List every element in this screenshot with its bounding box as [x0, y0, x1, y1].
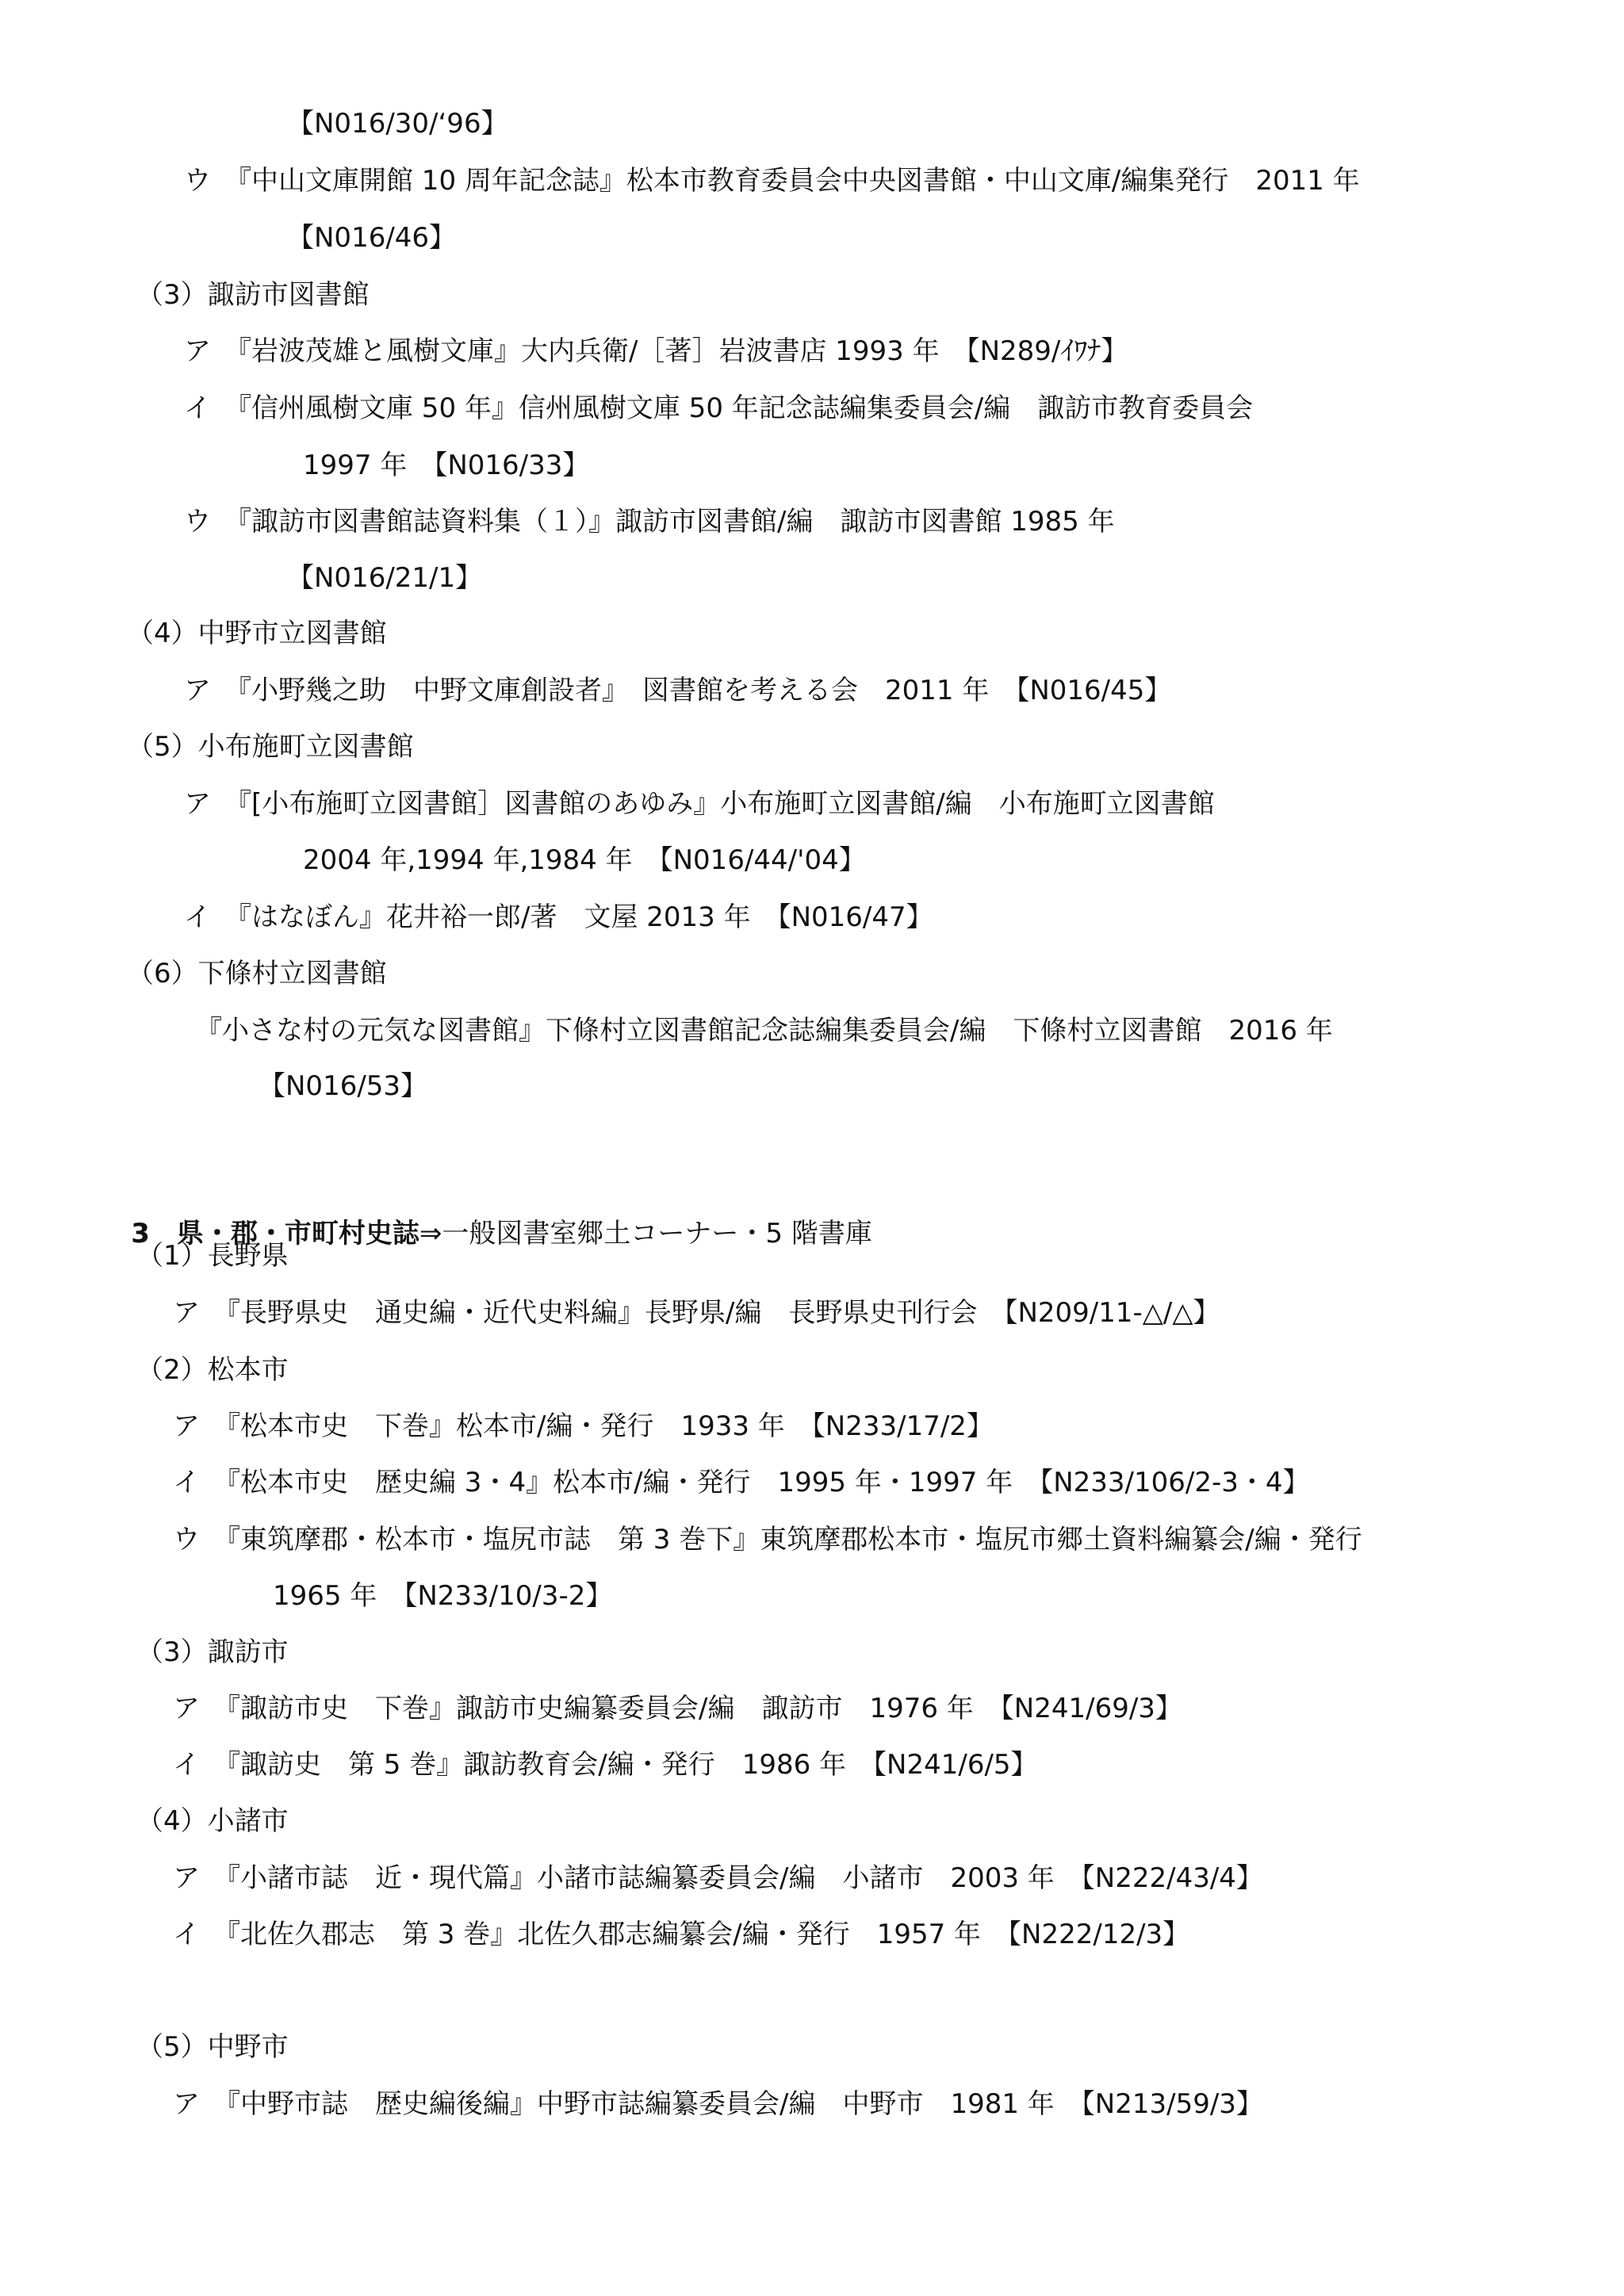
- list-item: イ 『諏訪史 第 5 巻』諏訪教育会/編・発行 1986 年 【N241/6/5】: [173, 1749, 1038, 1781]
- subsection-heading: （5）中野市: [136, 2031, 289, 2063]
- subsection-heading: （1）長野県: [136, 1240, 289, 1272]
- subsection-heading: （5）小布施町立図書館: [127, 731, 414, 763]
- list-item-continuation: 1997 年 【N016/33】: [303, 450, 590, 481]
- call-number: 【N016/30/‘96】: [287, 108, 508, 140]
- subsection-heading: （4）小諸市: [136, 1805, 289, 1837]
- list-item: イ 『信州風樹文庫 50 年』信州風樹文庫 50 年記念誌編集委員会/編 諏訪市教育委員会: [184, 392, 1254, 424]
- list-item: ア 『岩波茂雄と風樹文庫』大内兵衛/［著］岩波書店 1993 年 【N289/ｲﾜﾅ】: [184, 335, 1128, 367]
- list-item: ア 『諏訪市史 下巻』諏訪市史編纂委員会/編 諏訪市 1976 年 【N241/69/3】: [173, 1693, 1182, 1724]
- subsection-heading: （2）松本市: [136, 1354, 289, 1386]
- list-item: ウ 『東筑摩郡・松本市・塩尻市誌 第 3 巻下』東筑摩郡松本市・塩尻市郷土資料編纂会/編・発行: [173, 1524, 1362, 1556]
- list-item-continuation: 1965 年 【N233/10/3-2】: [273, 1580, 613, 1612]
- list-item: 『小さな村の元気な図書館』下條村立図書館記念誌編集委員会/編 下條村立図書館 2016 年: [195, 1015, 1333, 1047]
- list-item: ア 『[小布施町立図書館］図書館のあゆみ』小布施町立図書館/編 小布施町立図書館: [184, 788, 1215, 820]
- list-item-continuation: 2004 年,1994 年,1984 年 【N016/44/'04】: [303, 844, 866, 876]
- list-item: ア 『長野県史 通史編・近代史料編』長野県/編 長野県史刊行会 【N209/11-△/△】: [173, 1297, 1220, 1329]
- list-item: ウ 『中山文庫開館 10 周年記念誌』松本市教育委員会中央図書館・中山文庫/編集発行 2011 年: [184, 165, 1360, 197]
- subsection-heading: （4）中野市立図書館: [127, 618, 387, 649]
- list-item: イ 『松本市史 歴史編 3・4』松本市/編・発行 1995 年・1997 年 【N233/106/2-3・4】: [173, 1467, 1310, 1498]
- section-title: 県・郡・市町村史誌: [176, 1218, 419, 1249]
- subsection-heading: （3）諏訪市: [136, 1636, 289, 1668]
- list-item: イ 『北佐久郡志 第 3 巻』北佐久郡志編纂会/編・発行 1957 年 【N222/12/3】: [173, 1919, 1190, 1950]
- list-item: ア 『中野市誌 歴史編後編』中野市誌編纂委員会/編 中野市 1981 年 【N213/59/3】: [173, 2088, 1263, 2120]
- section-location: ⇒一般図書室郷土コーナー・5 階書庫: [419, 1218, 872, 1249]
- list-item: ア 『小野幾之助 中野文庫創設者』 図書館を考える会 2011 年 【N016/45】: [184, 675, 1172, 706]
- list-item: ア 『小諸市誌 近・現代篇』小諸市誌編纂委員会/編 小諸市 2003 年 【N222/43/4】: [173, 1862, 1263, 1894]
- list-item: イ 『はなぼん』花井裕一郎/著 文屋 2013 年 【N016/47】: [184, 901, 933, 933]
- call-number: 【N016/46】: [287, 222, 457, 254]
- section-number: 3: [131, 1218, 150, 1249]
- subsection-heading: （3）諏訪市図書館: [136, 279, 370, 311]
- subsection-heading: （6）下條村立図書館: [127, 958, 387, 989]
- call-number: 【N016/53】: [259, 1070, 428, 1102]
- list-item: ア 『松本市史 下巻』松本市/編・発行 1933 年 【N233/17/2】: [173, 1410, 994, 1442]
- call-number: 【N016/21/1】: [287, 562, 483, 594]
- list-item: ウ 『諏訪市図書館誌資料集（１）』諏訪市図書館/編 諏訪市図書館 1985 年: [184, 506, 1115, 538]
